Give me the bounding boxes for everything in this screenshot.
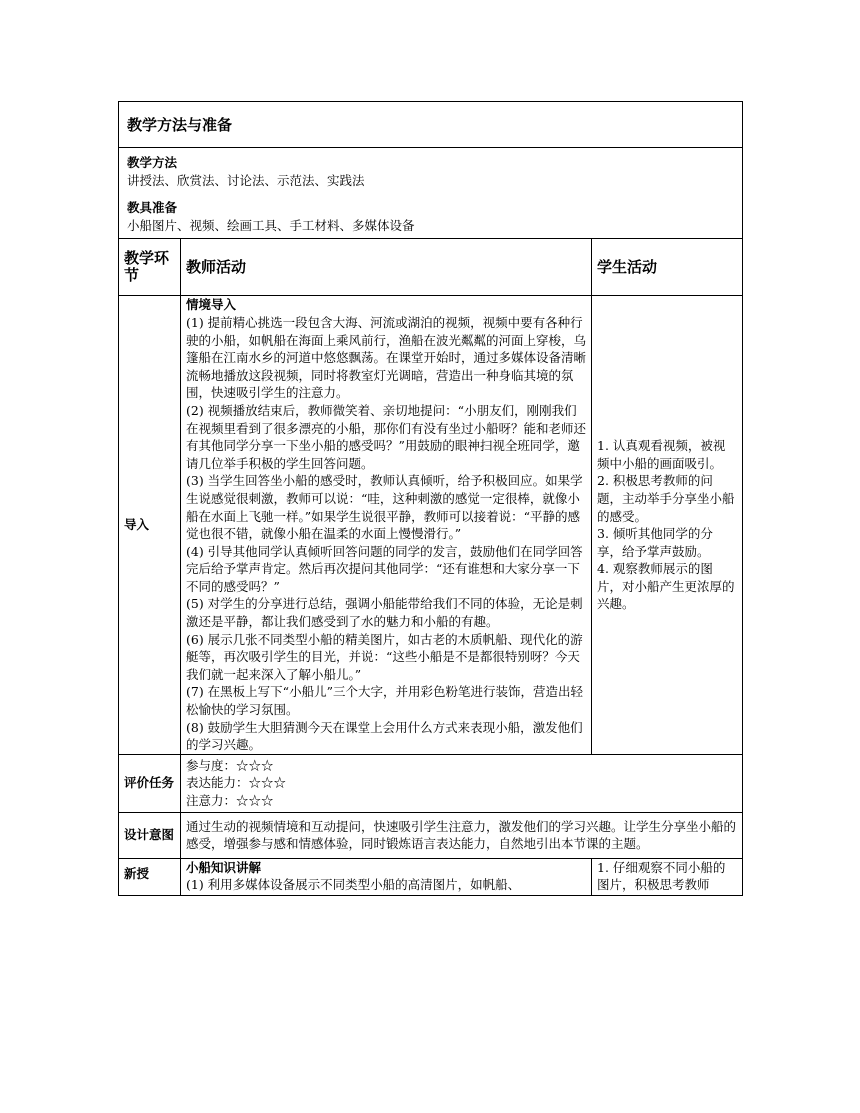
header-stage: 教学环节	[119, 239, 181, 296]
intro-paragraph: (7) 在黑板上写下“小船儿”三个大字，并用彩色粉笔进行装饰，营造出轻松愉快的学习氛围。	[186, 684, 583, 718]
student-activity-item: 3. 倾听其他同学的分享，给予掌声鼓励。	[597, 526, 713, 559]
tools-text: 小船图片、视频、绘画工具、手工材料、多媒体设备	[127, 217, 415, 233]
lesson-plan-table	[118, 101, 743, 896]
new-heading: 小船知识讲解	[186, 859, 262, 875]
intro-paragraph: (2) 视频播放结束后，教师微笑着、亲切地提问：“小朋友们，刚刚我们在视频里看到了很多漂亮的小船，那你们有没有坐过小船呀？能和老师还有其他同学分享一下坐小船的感受吗？”用鼓励的眼神扫视全班同学，邀请几位举手积极的学生回答问题。	[186, 402, 587, 471]
evaluation-item: 注意力：☆☆☆	[186, 793, 274, 808]
section-title: 教学方法与准备	[119, 102, 743, 148]
evaluation-cell	[181, 754, 743, 812]
design-row	[119, 812, 743, 858]
header-student: 学生活动	[592, 239, 743, 296]
new-stage: 新授	[119, 858, 181, 895]
lesson-plan-page	[118, 101, 742, 896]
intro-paragraph: (6) 展示几张不同类型小船的精美图片，如古老的木质帆船、现代化的游艇等，再次吸引学生的目光，并说：“这些小船是不是都很特别呀？今天我们就一起来深入了解小船儿。”	[186, 631, 583, 682]
methods-text: 讲授法、欣赏法、讨论法、示范法、实践法	[127, 172, 365, 188]
intro-paragraph: (5) 对学生的分享进行总结，强调小船能带给我们不同的体验，无论是刺激还是平静，都让我们感受到了水的魅力和小船的有趣。	[186, 596, 583, 630]
student-activity-item: 1. 认真观看视频，被视频中小船的画面吸引。	[597, 438, 726, 471]
student-activity-item: 4. 观察教师展示的图片，对小船产生更浓厚的兴趣。	[597, 561, 735, 612]
methods-row	[119, 148, 743, 239]
intro-paragraph: (1) 提前精心挑选一段包含大海、河流或湖泊的视频，视频中要有各种行驶的小船，如帆船在海面上乘风前行，渔船在波光粼粼的河面上穿梭，乌篷船在江南水乡的河道中悠悠飘荡。在课堂开始时，通过多媒体设备清晰流畅地播放这段视频，同时将教室灯光调暗，营造出一种身临其境的氛围，快速吸引学生的注意力。	[186, 314, 587, 401]
intro-teacher-cell	[181, 296, 592, 754]
intro-paragraph: (4) 引导其他同学认真倾听回答问题的同学的发言，鼓励他们在同学回答完后给予掌声肯定。然后再次提问其他同学：“还有谁想和大家分享一下不同的感受吗？”	[186, 543, 583, 594]
evaluation-stage: 评价任务	[119, 754, 181, 812]
new-student-item: 1. 仔细观察不同小船的图片，积极思考教师	[597, 859, 726, 893]
intro-stage: 导入	[119, 296, 181, 754]
table-header-row	[119, 239, 743, 296]
evaluation-item: 参与度：☆☆☆	[186, 757, 274, 773]
new-row	[119, 858, 743, 895]
design-stage: 设计意图	[119, 812, 181, 858]
intro-student-cell	[592, 296, 743, 754]
evaluation-row	[119, 754, 743, 812]
intro-row	[119, 296, 743, 754]
tools-heading: 教具准备	[127, 200, 178, 216]
methods-heading: 教学方法	[127, 155, 178, 170]
design-text: 通过生动的视频情境和互动提问，快速吸引学生注意力，激发他们的学习兴趣。让学生分享坐小船的感受，增强参与感和情感体验，同时锻炼语言表达能力，自然地引出本节课的主题。	[181, 812, 743, 858]
section-title-row	[119, 102, 743, 148]
intro-paragraph: (8) 鼓励学生大胆猜测今天在课堂上会用什么方式来表现小船，激发他们的学习兴趣。	[186, 719, 583, 753]
intro-heading: 情境导入	[186, 297, 237, 313]
new-paragraph: (1) 利用多媒体设备展示不同类型小船的高清图片，如帆船、	[186, 877, 521, 893]
intro-paragraph: (3) 当学生回答坐小船的感受时，教师认真倾听，给予积极回应。如果学生说感觉很刺激，教师可以说：“哇，这种刺激的感觉一定很棒，就像小船在水面上飞驰一样。”如果学生说很平静，教师可以接着说：“平静的感觉也很不错，就像小船在温柔的水面上慢慢滑行。”	[186, 473, 583, 542]
new-teacher-cell	[181, 858, 592, 895]
new-student-cell	[592, 858, 743, 895]
evaluation-item: 表达能力：☆☆☆	[186, 775, 287, 791]
student-activity-item: 2. 积极思考教师的问题，主动举手分享坐小船的感受。	[597, 473, 735, 524]
methods-cell	[119, 148, 743, 239]
header-teacher: 教师活动	[181, 239, 592, 296]
